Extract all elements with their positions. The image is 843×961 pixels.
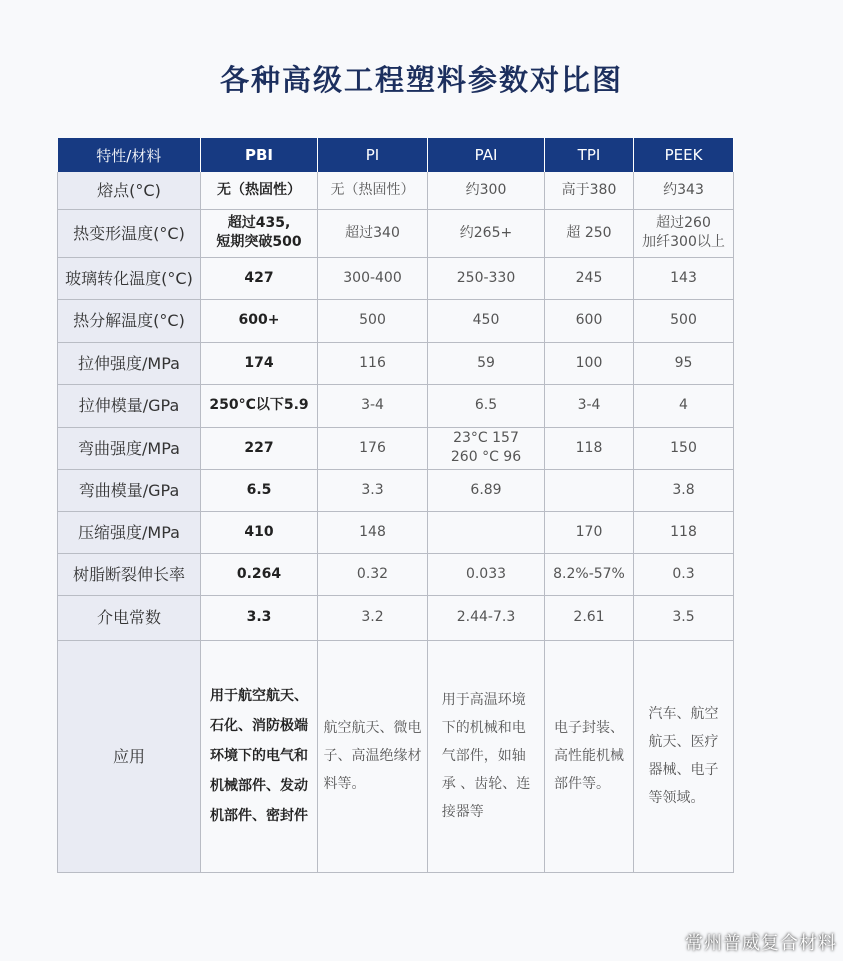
cell-peek — [634, 209, 734, 257]
text-line: 23°C 157 — [453, 430, 519, 446]
row-melting-point — [58, 172, 734, 209]
cell-label: 熔点(°C) — [58, 172, 201, 209]
cell-pai — [428, 427, 545, 469]
cell-pbi: 427 — [201, 257, 318, 299]
row-elongation — [58, 553, 734, 595]
cell-pai: 6.89 — [428, 469, 545, 511]
text-line: 电子封装、 — [554, 720, 624, 736]
cell-peek: 3.5 — [634, 595, 734, 640]
cell-pai: 250-330 — [428, 257, 545, 299]
page-title: 各种高级工程塑料参数对比图 — [219, 63, 623, 97]
text-line: 承 、齿轮、连 — [441, 776, 531, 792]
row-heat-deflection — [58, 209, 734, 257]
cell-pbi: 0.264 — [201, 553, 318, 595]
cell-pai — [428, 511, 545, 553]
cell-peek: 500 — [634, 299, 734, 342]
application-pbi-text — [210, 681, 308, 831]
cell-tpi: 118 — [545, 427, 634, 469]
row-flexural-strength — [58, 427, 734, 469]
row-compressive-strength — [58, 511, 734, 553]
cell-pi: 0.32 — [318, 553, 428, 595]
text-line: 等领域。 — [648, 790, 705, 806]
text-line: 部件等。 — [554, 776, 610, 792]
header-tpi: TPI — [545, 138, 634, 172]
text-line: 超过435, — [227, 215, 291, 231]
row-application — [58, 640, 734, 872]
row-tensile-modulus — [58, 384, 734, 427]
text-line: 超过260 — [656, 215, 711, 231]
watermark: 常州普威复合材料 — [685, 933, 837, 954]
text-line: 短期突破500 — [216, 234, 302, 250]
cell-pi: 116 — [318, 342, 428, 384]
cell-pi — [318, 640, 428, 872]
cell-label: 拉伸模量/GPa — [58, 384, 201, 427]
cell-tpi: 3-4 — [545, 384, 634, 427]
text-line: 环境下的电气和 — [210, 748, 308, 764]
cell-tpi: 高于380 — [545, 172, 634, 209]
header-pai: PAI — [428, 138, 545, 172]
cell-tpi — [545, 469, 634, 511]
row-flexural-modulus — [58, 469, 734, 511]
cell-tpi: 超 250 — [545, 209, 634, 257]
text-line: 航天、医疗 — [648, 734, 719, 750]
application-peek-text — [649, 700, 719, 812]
text-line: 汽车、航空 — [648, 706, 719, 722]
cell-pbi: 174 — [201, 342, 318, 384]
cell-label: 弯曲模量/GPa — [58, 469, 201, 511]
cell-label: 压缩强度/MPa — [58, 511, 201, 553]
cell-peek: 约343 — [634, 172, 734, 209]
cell-pi: 148 — [318, 511, 428, 553]
row-tensile-strength — [58, 342, 734, 384]
text-line: 子、高温绝缘材 — [323, 748, 422, 764]
table-header-row — [58, 138, 734, 172]
header-peek: PEEK — [634, 138, 734, 172]
cell-tpi: 245 — [545, 257, 634, 299]
cell-peek: 0.3 — [634, 553, 734, 595]
cell-pai: 59 — [428, 342, 545, 384]
cell-pai — [428, 640, 545, 872]
cell-tpi — [545, 640, 634, 872]
text-line: 用于高温环境 — [441, 692, 526, 708]
cell-pbi: 227 — [201, 427, 318, 469]
text-line: 航空航天、微电 — [323, 720, 422, 736]
row-thermal-decomposition — [58, 299, 734, 342]
cell-label: 热分解温度(°C) — [58, 299, 201, 342]
cell-pi: 3-4 — [318, 384, 428, 427]
text-line: 气部件，如轴 — [441, 748, 526, 764]
cell-tpi: 8.2%-57% — [545, 553, 634, 595]
cell-label: 拉伸强度/MPa — [58, 342, 201, 384]
cell-pi: 500 — [318, 299, 428, 342]
cell-pi: 3.3 — [318, 469, 428, 511]
cell-peek — [634, 640, 734, 872]
cell-peek: 143 — [634, 257, 734, 299]
text-line: 机部件、密封件 — [210, 808, 308, 824]
application-tpi-text — [554, 714, 624, 798]
text-line: 260 °C 96 — [450, 449, 522, 465]
row-dielectric-constant — [58, 595, 734, 640]
cell-pai: 6.5 — [428, 384, 545, 427]
text-line: 加纤300以上 — [642, 234, 725, 250]
cell-pi: 176 — [318, 427, 428, 469]
cell-pbi: 250°C以下5.9 — [201, 384, 318, 427]
text-line: 下的机械和电 — [441, 720, 526, 736]
header-property: 特性/材料 — [58, 138, 201, 172]
cell-pai: 0.033 — [428, 553, 545, 595]
comparison-table — [57, 138, 734, 873]
cell-label: 介电常数 — [58, 595, 201, 640]
cell-label: 树脂断裂伸长率 — [58, 553, 201, 595]
cell-tpi: 2.61 — [545, 595, 634, 640]
cell-pbi: 无（热固性） — [201, 172, 318, 209]
cell-pai: 450 — [428, 299, 545, 342]
cell-peek: 3.8 — [634, 469, 734, 511]
cell-peek: 4 — [634, 384, 734, 427]
text-line: 机械部件、发动 — [210, 778, 308, 794]
cell-label: 应用 — [58, 640, 201, 872]
cell-label: 玻璃转化温度(°C) — [58, 257, 201, 299]
cell-pi: 超过340 — [318, 209, 428, 257]
cell-pbi: 6.5 — [201, 469, 318, 511]
cell-pi: 无（热固性） — [318, 172, 428, 209]
cell-label: 热变形温度(°C) — [58, 209, 201, 257]
cell-pbi — [201, 209, 318, 257]
cell-peek: 95 — [634, 342, 734, 384]
cell-pai: 约300 — [428, 172, 545, 209]
text-line: 用于航空航天、 — [210, 688, 308, 704]
application-pai-text — [442, 686, 530, 826]
cell-pai: 2.44-7.3 — [428, 595, 545, 640]
cell-pbi: 3.3 — [201, 595, 318, 640]
cell-tpi: 100 — [545, 342, 634, 384]
text-line: 料等。 — [323, 776, 366, 792]
header-pbi: PBI — [201, 138, 318, 172]
text-line: 石化、消防极端 — [210, 718, 308, 734]
cell-peek: 118 — [634, 511, 734, 553]
cell-pi: 300-400 — [318, 257, 428, 299]
cell-pai: 约265+ — [428, 209, 545, 257]
cell-pbi — [201, 640, 318, 872]
header-pi: PI — [318, 138, 428, 172]
cell-label: 弯曲强度/MPa — [58, 427, 201, 469]
cell-pbi: 410 — [201, 511, 318, 553]
row-glass-transition — [58, 257, 734, 299]
cell-pi: 3.2 — [318, 595, 428, 640]
cell-peek: 150 — [634, 427, 734, 469]
application-pi-text — [324, 714, 422, 798]
text-line: 高性能机械 — [554, 748, 624, 764]
cell-tpi: 170 — [545, 511, 634, 553]
text-line: 接器等 — [441, 804, 484, 820]
cell-pbi: 600+ — [201, 299, 318, 342]
cell-tpi: 600 — [545, 299, 634, 342]
text-line: 器械、电子 — [648, 762, 719, 778]
